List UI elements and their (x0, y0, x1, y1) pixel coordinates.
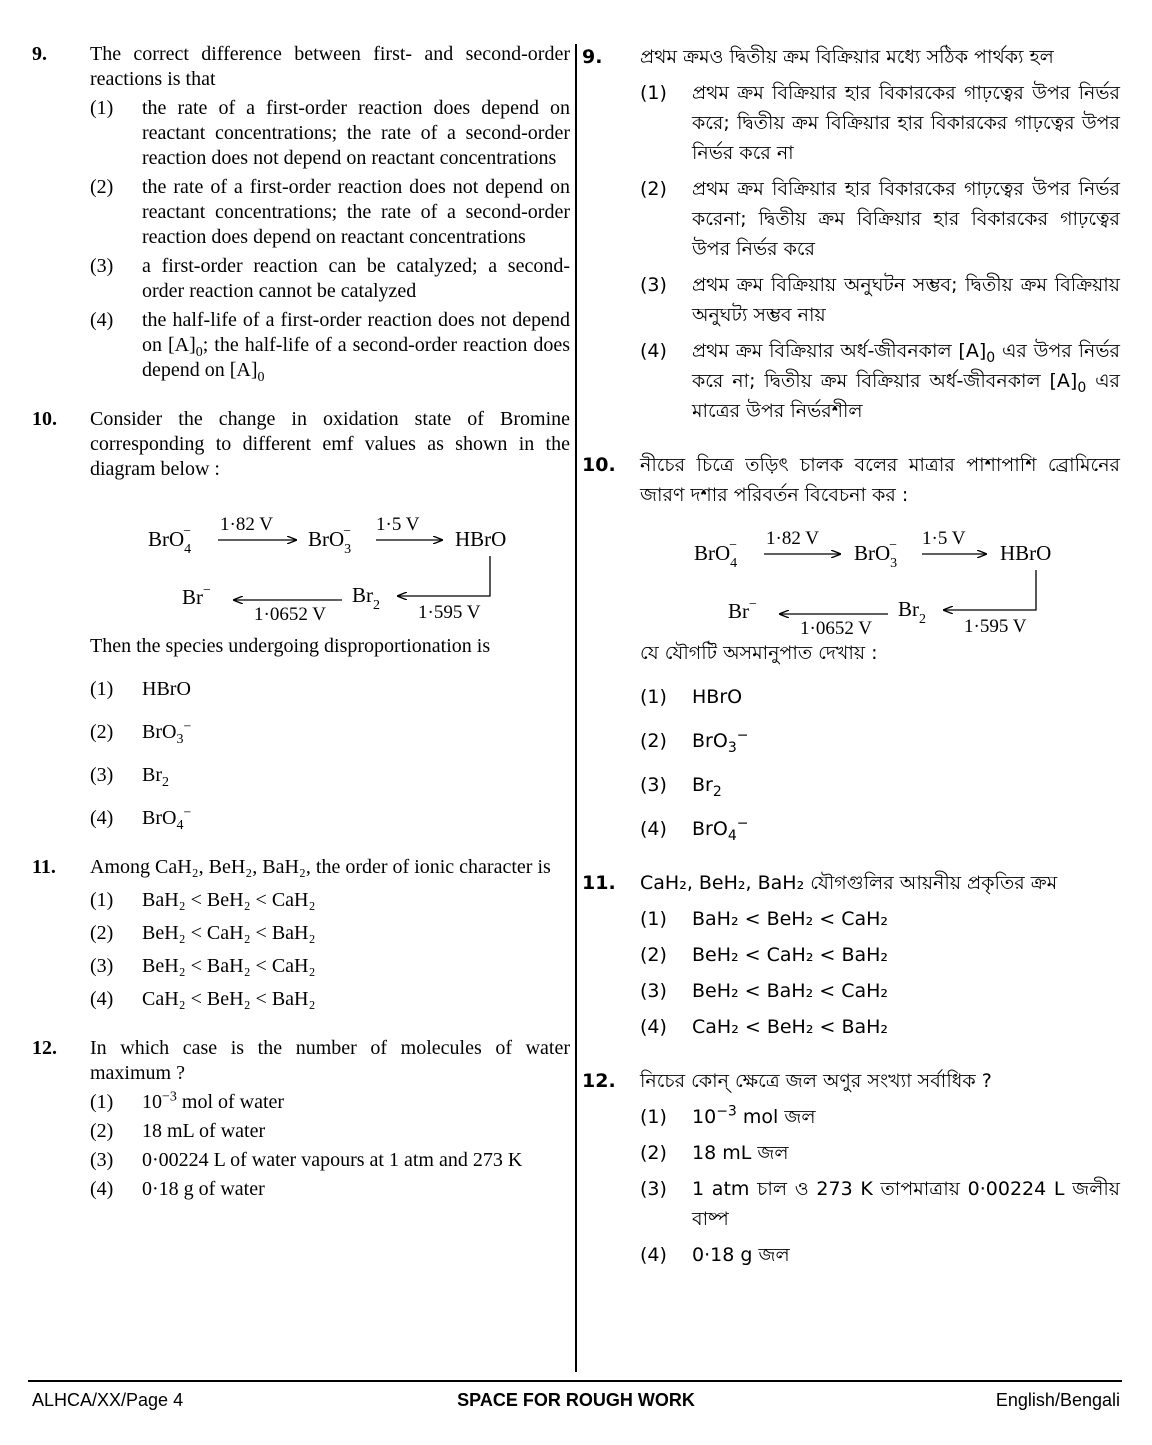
option-2[interactable]: (2) BeH₂ < CaH₂ < BaH₂ (90, 922, 316, 944)
option-4[interactable]: (4) প্রথম ক্রম বিক্রিয়ার অর্ধ-জীবনকাল $[A]_0$ এর উপর নির্ভর করে না; দ্বিতীয় ক্রম বিক্রিয়ার অর্ধ-জীবনকাল $[A]_0$ এর মাত্রের উপর নির্ভরশীল (640, 340, 1120, 422)
option-3[interactable]: (3) BeH₂ < BaH₂ < CaH₂ (90, 955, 316, 977)
arrow-3 (398, 556, 490, 596)
species-hbro: HBrO (455, 527, 507, 551)
emf-diagram (680, 514, 1100, 636)
emf-2: 1·5 V (922, 528, 966, 549)
question-11 (32, 855, 570, 1012)
option-1[interactable]: (1) BaH₂ < BeH₂ < CaH₂ (90, 889, 316, 911)
question-stem: নীচের চিত্রে তড়িৎ চালক বলের মাত্রার পাশাপাশি ব্রোমিনের জারণ দশার পরিবর্তন বিবেচনা কর : (640, 454, 1120, 506)
species-br-minus: Br− (182, 583, 211, 609)
option-1[interactable]: (1) HBrO (90, 678, 191, 700)
option-1[interactable]: (1) the rate of a first-order reaction does depend on reactant concentrations; the rate of a second-order reaction does not depend on reactant concentrations (90, 97, 570, 169)
emf-2: 1·5 V (376, 514, 420, 535)
question-9-bengali (582, 42, 1120, 426)
option-4[interactable]: (4) CaH₂ < BeH₂ < BaH₂ (90, 988, 316, 1010)
option-3[interactable]: (3) BeH₂ < BaH₂ < CaH₂ (640, 980, 889, 1002)
english-column (32, 42, 570, 1226)
question-number: 10. (582, 454, 616, 476)
species-br2: $Br_2$ (898, 597, 926, 627)
question-12-bengali (582, 1066, 1120, 1270)
question-number: 9. (582, 46, 603, 68)
option-2[interactable]: (2) 18 mL জল (640, 1142, 789, 1164)
question-stem-continued: Then the species undergoing disproportionation is (90, 635, 491, 657)
option-4[interactable]: (4) BrO$_4$− (640, 815, 749, 844)
page-label: ALHCA/XX/Page 4 (32, 1390, 184, 1410)
option-3[interactable]: (3) $Br_2$ (90, 764, 169, 790)
bengali-column (582, 42, 1120, 1294)
arrow-3 (944, 570, 1036, 610)
question-number: 10. (32, 408, 57, 430)
rough-work-label: SPACE FOR ROUGH WORK (457, 1390, 695, 1410)
option-3[interactable]: (3) 1 atm চাল ও 273 K তাপমাত্রায় 0·00224 L জলীয় বাষ্প (640, 1178, 1120, 1230)
option-4[interactable]: (4) the half-life of a first-order reaction does not depend on $[A]_0$; the half-life of a second-order reaction does depend on $[A]_0$ (90, 309, 571, 385)
option-3[interactable]: (3) $Br_2$ (640, 774, 722, 800)
question-stem: CaH₂, BeH₂, BaH₂ যৌগগুলির আয়নীয় প্রকৃতির ক্রম (640, 872, 1058, 894)
emf-4: 1·0652 V (800, 618, 872, 636)
option-1[interactable]: (1) প্রথম ক্রম বিক্রিয়ার হার বিকারকের গাঢ়ত্বের উপর নির্ভর করে; দ্বিতীয় ক্রম বিক্রিয়ার হার বিকারকের গাঢ়ত্বের উপর নির্ভর করে না (640, 82, 1120, 164)
question-stem: The correct difference between first- and second-order reactions is that (90, 43, 570, 90)
question-10 (32, 407, 570, 831)
option-3[interactable]: (3) a first-order reaction can be catalyzed; a second-order reaction cannot be catalyzed (90, 255, 570, 302)
emf-4: 1·0652 V (254, 604, 326, 624)
question-stem-continued: যে যৌগটি অসমানুপাত দেখায় : (640, 642, 878, 664)
option-2[interactable]: (2) BeH₂ < CaH₂ < BaH₂ (640, 944, 889, 966)
species-bro3: BrO$_3$− (308, 524, 352, 557)
option-2[interactable]: (2) 18 mL of water (90, 1120, 266, 1142)
option-2[interactable]: (2) প্রথম ক্রম বিক্রিয়ার হার বিকারকের গাঢ়ত্বের উপর নির্ভর করেনা; দ্বিতীয় ক্রম বিক্রিয়ার হার বিকারকের গাঢ়ত্বের উপর নির্ভর করে (640, 178, 1120, 260)
species-br-minus: Br− (728, 597, 757, 623)
option-2[interactable]: (2) the rate of a first-order reaction does not depend on reactant concentrations; the rate of a second-order reaction does depend on reactant concentrations (90, 176, 570, 248)
question-number: 12. (32, 1037, 57, 1059)
question-number: 9. (32, 43, 47, 65)
question-number: 12. (582, 1070, 616, 1092)
species-hbro: HBrO (1000, 541, 1052, 565)
option-4[interactable]: (4) 0·18 g of water (90, 1178, 265, 1200)
option-4[interactable]: (4) 0·18 g জল (640, 1244, 790, 1266)
question-number: 11. (32, 856, 56, 878)
option-1[interactable]: (1) BaH₂ < BeH₂ < CaH₂ (640, 908, 889, 930)
question-stem: In which case is the number of molecules of water maximum ? (90, 1037, 570, 1084)
question-stem: Consider the change in oxidation state of Bromine corresponding to different emf values as shown in the diagram below : (90, 408, 570, 480)
question-number: 11. (582, 872, 616, 894)
emf-diagram (130, 494, 550, 624)
option-4[interactable]: (4) CaH₂ < BeH₂ < BaH₂ (640, 1016, 889, 1038)
option-2[interactable]: (2) BrO$_3$− (90, 719, 192, 747)
language-label: English/Bengali (995, 1390, 1120, 1410)
option-3[interactable]: (3) 0·00224 L of water vapours at 1 atm and 273 K (90, 1149, 523, 1171)
species-bro4: BrO$_4$− (694, 538, 738, 571)
question-stem: নিচের কোন্ ক্ষেত্রে জল অণুর সংখ্যা সর্বাধিক ? (640, 1070, 992, 1092)
species-bro4: BrO$_4$− (148, 524, 192, 557)
option-2[interactable]: (2) BrO$_3$− (640, 727, 749, 756)
question-10-bengali (582, 450, 1120, 844)
question-12 (32, 1036, 570, 1202)
column-divider (575, 44, 577, 1372)
question-9 (32, 42, 570, 383)
option-3[interactable]: (3) প্রথম ক্রম বিক্রিয়ায় অনুঘটন সম্ভব; দ্বিতীয় ক্রম বিক্রিয়ায় অনুঘট্য সম্ভব নায় (640, 274, 1120, 326)
option-4[interactable]: (4) BrO$_4$− (90, 805, 192, 833)
question-stem: প্রথম ক্রমও দ্বিতীয় ক্রম বিক্রিয়ার মধ্যে সঠিক পার্থক্য হল (640, 46, 1054, 68)
option-1[interactable]: (1) $10^{-3}$ mol জল (640, 1103, 816, 1128)
option-1[interactable]: (1) HBrO (640, 686, 743, 708)
emf-3: 1·595 V (964, 616, 1027, 636)
question-stem: Among CaH₂, BeH₂, BaH₂, the order of ionic character is (90, 856, 551, 878)
option-1[interactable]: (1) $10^{-3}$ mol of water (90, 1089, 285, 1113)
question-11-bengali (582, 868, 1120, 1042)
emf-1: 1·82 V (220, 514, 273, 535)
emf-3: 1·595 V (418, 602, 481, 623)
emf-1: 1·82 V (766, 528, 819, 549)
species-br2: $Br_2$ (352, 583, 380, 613)
footer-rule (28, 1380, 1122, 1382)
species-bro3: BrO$_3$− (854, 538, 898, 571)
